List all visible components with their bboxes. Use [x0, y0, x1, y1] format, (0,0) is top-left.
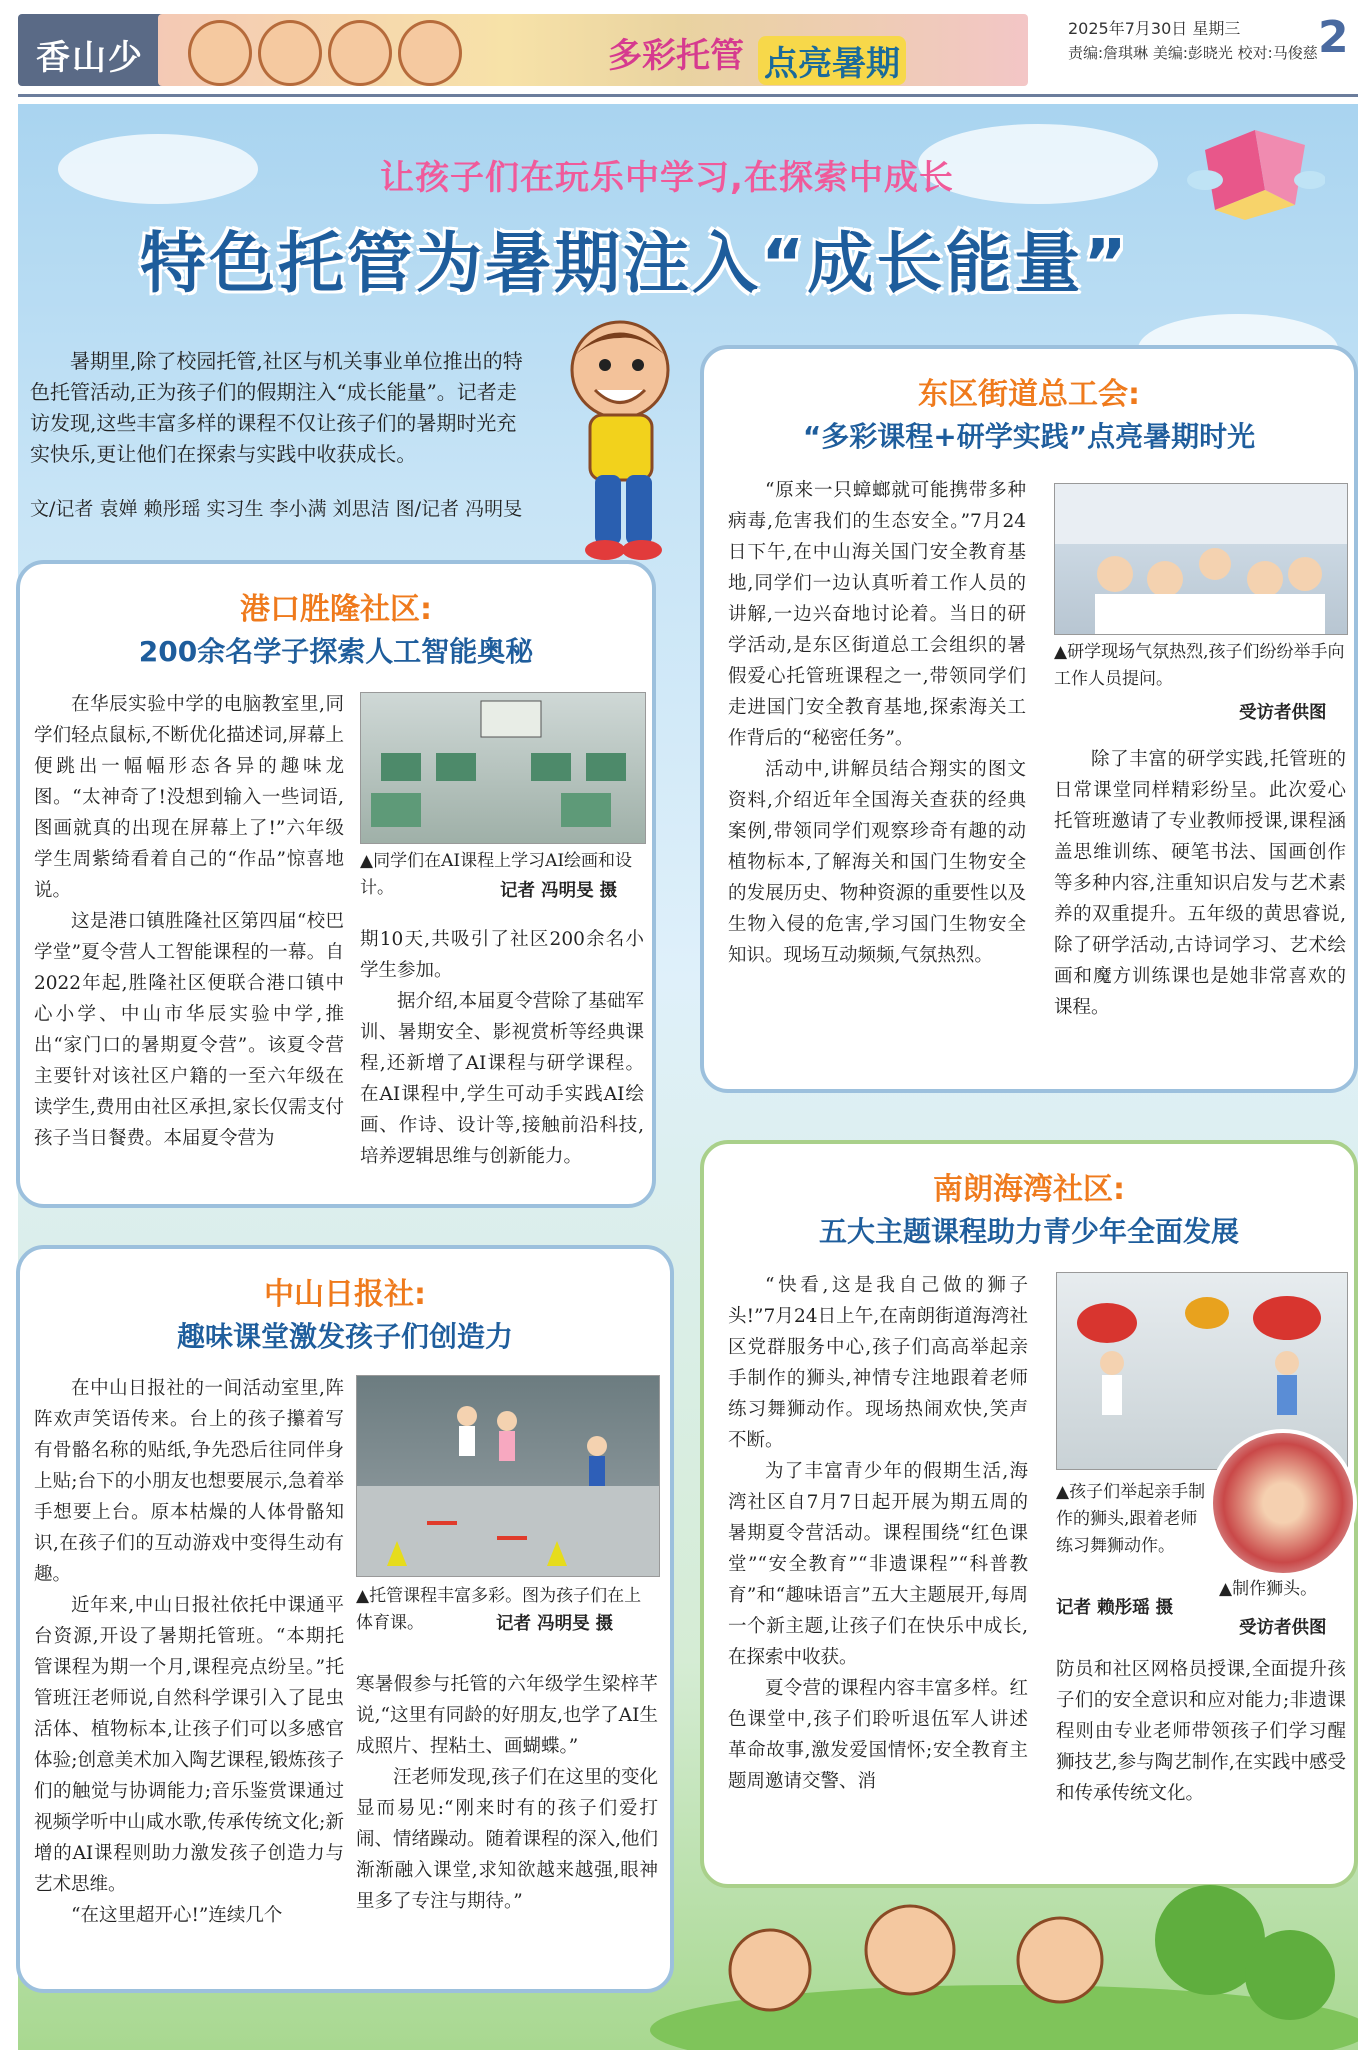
page-headline: 特色托管为暑期注入“成长能量” — [140, 225, 1130, 302]
photo-caption: ▲研学现场气氛热烈,孩子们纷纷举手向工作人员提问。 — [1054, 642, 1345, 689]
masthead-rule — [18, 94, 1358, 97]
photo-caption: ▲同学们在AI课程上学习AI绘画和设计。 — [360, 851, 633, 898]
lead-paragraph: 暑期里,除了校园托管,社区与机关事业单位推出的特色托管活动,正为孩子们的假期注入“成长能量”。记者走访发现,这些丰富多样的课程不仅让孩子们的暑期时光充实快乐,更让他们在探索与实践中收获成长。 — [30, 349, 523, 466]
article-paragraph: “快看,这是我自己做的狮子头!”7月24日上午,在南朗街道海湾社区党群服务中心,孩子们高高举起亲手制作的狮头,神情专注地跟着老师练习舞狮动作。现场热闹欢快,笑声不断。 — [728, 1275, 1028, 1451]
issue-date: 2025年7月30日 星期三 — [1068, 19, 1241, 38]
article-paragraph: 为了丰富青少年的假期生活,海湾社区自7月7日起开展为期五周的暑期夏令营活动。课程围绕“红色课堂”“安全教育”“非遗课程”“科普教育”和“趣味语言”五大主题展开,每周一个新主题,让孩子们在快乐中成长,在探索中收获。 — [728, 1461, 1028, 1668]
article-body — [356, 1669, 658, 1917]
photo-credit: 记者 冯明旻 摄 — [500, 881, 618, 901]
headline-kicker: 让孩子们在玩乐中学习,在探索中成长 — [380, 158, 954, 198]
article-paragraph: 除了丰富的研学实践,托管班的日常课堂同样精彩纷呈。此次爱心托管班邀请了专业教师授课,课程涵盖思维训练、硬笔书法、国画创作等多种内容,注重知识启发与艺术素养的双重提升。五年级的黄思睿说,除了研学活动,古诗词学习、艺术绘画和魔方训练课也是她非常喜欢的课程。 — [1054, 749, 1346, 1018]
article-paragraph: 这是港口镇胜隆社区第四届“校巴学堂”夏令营人工智能课程的一幕。自2022年起,胜隆社区便联合港口镇中心小学、中山市华辰实验中学,推出“家门口的暑期夏令营”。该夏令营主要针对该社区户籍的一至六年级在读学生,费用由社区承担,家长仅需支付孩子当日餐费。本届夏令营为 — [34, 911, 344, 1149]
article-paragraph: 活动中,讲解员结合翔实的图文资料,介绍近年全国海关查获的经典案例,带领同学们观察珍奇有趣的动植物标本,了解海关和国门生物安全的发展历史、物种资源的重要性以及生物入侵的危害,学习国门生物安全知识。现场互动频频,气氛热烈。 — [728, 759, 1026, 966]
bottom-kids-illustration — [650, 1880, 1358, 2050]
kids-exercise-photo-icon — [357, 1376, 659, 1576]
article-body — [1054, 744, 1346, 1023]
editor-credits: 责编:詹琪琳 美编:彭晓光 校对:马俊慈 — [1068, 44, 1318, 62]
section-org: 南朗海湾社区: — [933, 1172, 1125, 1207]
article-paragraph: 在华辰实验中学的电脑教室里,同学们轻点鼠标,不断优化描述词,屏幕上便跳出一幅幅形态各异的趣味龙图。“太神奇了!没想到输入一些词语,图画就真的出现在屏幕上了!”六年级学生周紫绮看着自己的“作品”惊喜地说。 — [34, 694, 344, 901]
photo-caption: ▲托管课程丰富多彩。图为孩子们在上体育课。 — [356, 1586, 642, 1633]
cartoon-boy-icon — [550, 310, 690, 570]
research-trip-photo — [1054, 483, 1348, 635]
section-title: 200余名学子探索人工智能奥秘 — [138, 635, 534, 668]
kid-face-icon — [398, 20, 462, 86]
section-title: 趣味课堂激发孩子们创造力 — [176, 1320, 513, 1353]
section-nanlang — [700, 1140, 1358, 1888]
article-paragraph: 期10天,共吸引了社区200余名小学生参加。 — [360, 929, 644, 981]
flying-book-icon — [1185, 120, 1325, 230]
article-paragraph: “在这里超开心!”连续几个 — [71, 1905, 283, 1926]
section-gangkou — [16, 560, 656, 1208]
newspaper-brand: 香山少 — [36, 38, 144, 78]
byline: 文/记者 袁婵 赖彤瑶 实习生 李小满 刘思洁 图/记者 冯明旻 — [30, 498, 523, 520]
article-paragraph: 近年来,中山日报社依托中课通平台资源,开设了暑期托管班。“本期托管课程为期一个月,课程亮点纷呈。”托管班汪老师说,自然科学课引入了昆虫活体、植物标本,让孩子们可以多感官体验;创意美术加入陶艺课程,锻炼孩子们的触觉与协调能力;音乐鉴赏课通过视频学听中山咸水歌,传承传统文化;新增的AI课程则助力激发孩子创造力与艺术思维。 — [34, 1595, 344, 1895]
section-org: 港口胜隆社区: — [240, 592, 432, 627]
article-body — [34, 1373, 344, 1931]
section-zhongshan-daily — [16, 1245, 674, 1993]
article-paragraph: 夏令营的课程内容丰富多样。红色课堂中,孩子们聆听退伍军人讲述革命故事,激发爱国情怀;安全教育主题周邀请交警、消 — [728, 1678, 1028, 1792]
cloud-icon — [918, 124, 1158, 204]
photo-credit: 受访者供图 — [1239, 1618, 1327, 1638]
making-lion-head-photo — [1209, 1429, 1357, 1577]
section-org: 中山日报社: — [264, 1277, 426, 1312]
classroom-photo-icon — [361, 693, 645, 843]
article-paragraph: 防员和社区网格员授课,全面提升孩子们的安全意识和应对能力;非遗课程则由专业老师带领孩子们学习醒狮技艺,参与陶艺制作,在实践中感受和传承传统文化。 — [1056, 1659, 1346, 1804]
article-body — [1056, 1654, 1346, 1809]
photo-caption: ▲制作狮头。 — [1219, 1579, 1318, 1599]
section-org: 东区街道总工会: — [918, 377, 1140, 412]
computer-class-photo — [360, 692, 646, 844]
article-paragraph: 汪老师发现,孩子们在这里的变化显而易见:“刚来时有的孩子们爱打闹、情绪躁动。随着课程的深入,他们渐渐融入课堂,求知欲越来越强,眼神里多了专注与期待。” — [356, 1767, 658, 1912]
article-paragraph: 据介绍,本届夏令营除了基础军训、暑期安全、影视赏析等经典课程,还新增了AI课程与研学课程。在AI课程中,学生可动手实践AI绘画、作诗、设计等,接触前沿科技,培养逻辑思维与创新能力。 — [360, 991, 644, 1167]
kid-face-icon — [188, 20, 252, 86]
photo-credit: 记者 冯明旻 摄 — [496, 1614, 614, 1634]
kid-face-icon — [328, 20, 392, 86]
article-paragraph: 寒暑假参与托管的六年级学生梁梓芊说,“这里有同龄的好朋友,也学了AI生成照片、捏粘土、画蝴蝶。” — [356, 1674, 658, 1757]
masthead — [18, 12, 1358, 88]
masthead-title-part1: 多彩托管 — [608, 36, 744, 76]
article-body — [728, 475, 1026, 971]
photo-credit: 受访者供图 — [1239, 703, 1327, 723]
page-number: 2 — [1318, 12, 1349, 63]
photo-caption: ▲孩子们举起亲手制作的狮头,跟着老师练习舞狮动作。 — [1056, 1482, 1206, 1556]
students-photo-icon — [1055, 484, 1347, 634]
masthead-illustration — [158, 14, 1028, 86]
article-paragraph: 在中山日报社的一间活动室里,阵阵欢声笑语传来。台上的孩子攥着写有骨骼名称的贴纸,争先恐后往同伴身上贴;台下的小朋友也想要展示,急着举手想要上台。原本枯燥的人体骨骼知识,在孩子们的互动游戏中变得生动有趣。 — [34, 1378, 344, 1585]
article-paragraph: “原来一只蟑螂就可能携带多种病毒,危害我们的生态安全。”7月24日下午,在中山海关国门安全教育基地,同学们一边认真听着工作人员的讲解,一边兴奋地讨论着。当日的研学活动,是东区街道总工会组织的暑假爱心托管班课程之一,带领同学们走进国门安全教育基地,探索海关工作背后的“秘密任务”。 — [728, 480, 1026, 749]
section-dongqu — [700, 345, 1358, 1093]
photo-credit: 记者 赖彤瑶 摄 — [1056, 1598, 1174, 1618]
brand-box — [18, 14, 173, 86]
article-body — [34, 689, 344, 1154]
section-title: 五大主题课程助力青少年全面发展 — [818, 1215, 1239, 1248]
masthead-title-part2: 点亮暑期 — [758, 36, 906, 85]
article-body — [360, 924, 644, 1172]
section-title: “多彩课程+研学实践”点亮暑期时光 — [802, 420, 1256, 453]
kid-face-icon — [258, 20, 322, 86]
pe-class-photo — [356, 1375, 660, 1577]
cloud-icon — [58, 134, 258, 204]
article-body — [728, 1270, 1028, 1797]
